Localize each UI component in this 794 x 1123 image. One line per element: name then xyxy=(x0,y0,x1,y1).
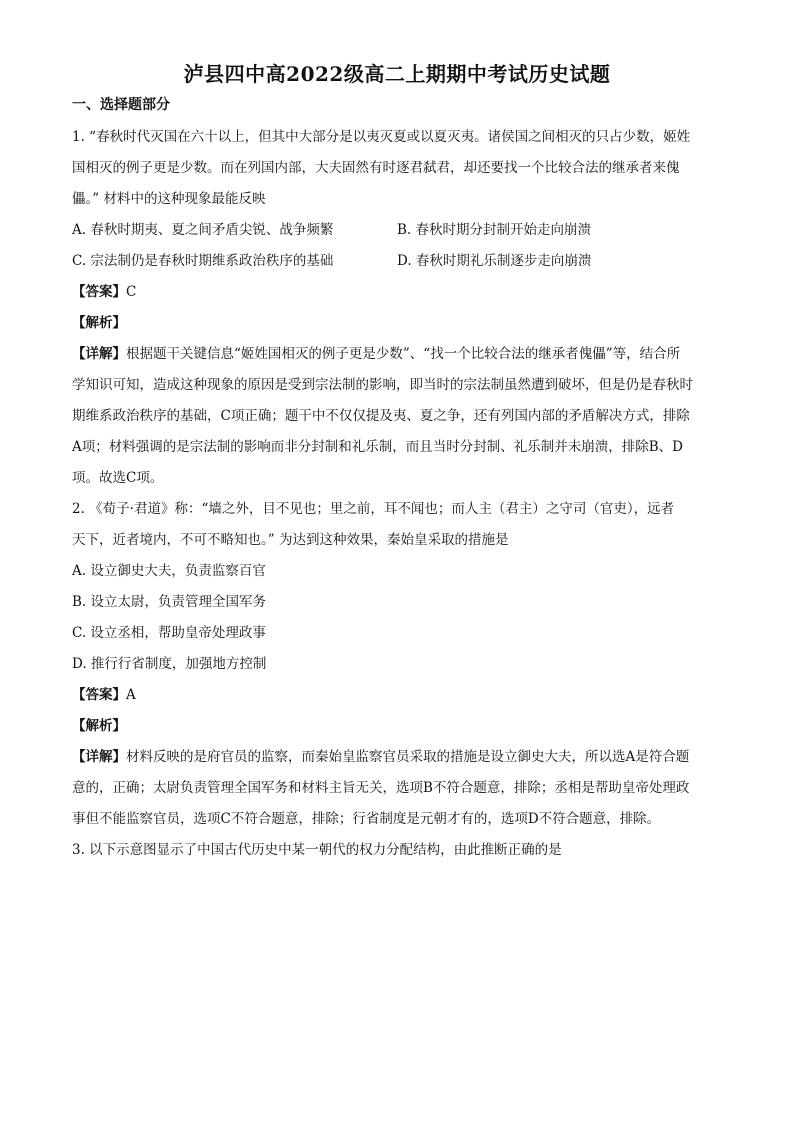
q1-stem-line-1: 1. “春秋时代灭国在六十以上，但其中大部分是以夷灭夏或以夏灭夷。诸侯国之间相灭的只占少数，姬姓 xyxy=(72,129,691,145)
q1-option-b: B. 春秋时期分封制开始走向崩溃 xyxy=(397,222,592,238)
q1-detail-line-4: A项；材料强调的是宗法制的影响而非分封制和礼乐制，而且当时分封制、礼乐制并未崩溃，排除B、D xyxy=(72,439,683,455)
q2-option-d: D. 推行行省制度，加强地方控制 xyxy=(72,656,267,672)
q2-option-a: A. 设立御史大夫，负责监察百官 xyxy=(72,563,266,579)
q1-option-a: A. 春秋时期夷、夏之间矛盾尖锐、战争频繁 xyxy=(72,222,334,238)
section-heading: 一、选择题部分 xyxy=(72,97,170,113)
q1-detail-tag: 【详解】 xyxy=(72,346,126,362)
q1-stem-line-2: 国相灭的例子更是少数。而在列国内部，大夫固然有时逐君弑君，却还要找一个比较合法的继承者来傀 xyxy=(72,160,680,176)
q1-detail-line-3: 期维系政治秩序的基础，C项正确；题干中不仅仅提及夷、夏之争，还有列国内部的矛盾解决方式，排除 xyxy=(72,408,690,424)
q2-answer-value: A xyxy=(126,687,136,703)
q1-option-d: D. 春秋时期礼乐制逐步走向崩溃 xyxy=(397,253,592,269)
q2-detail-line-2: 意的，正确；太尉负责管理全国军务和材料主旨无关，选项B不符合题意，排除；丞相是帮助皇帝处理政 xyxy=(72,780,690,796)
q2-option-c: C. 设立丞相，帮助皇帝处理政事 xyxy=(72,625,266,641)
q1-option-c: C. 宗法制仍是春秋时期维系政治秩序的基础 xyxy=(72,253,334,269)
q1-detail-line-1 xyxy=(72,339,722,370)
q2-answer-tag: 【答案】 xyxy=(72,687,126,703)
q2-detail-line-3: 事但不能监察官员，选项C不符合题意，排除；行省制度是元朝才有的，选项D不符合题意，排除。 xyxy=(72,811,661,827)
question-3 xyxy=(72,835,722,866)
q2-answer xyxy=(72,680,722,711)
q1-detail-text-1: 根据题干关键信息“姬姓国相灭的例子更是少数”、“找一个比较合法的继承者傀儡”等，结合所 xyxy=(126,346,681,362)
q2-option-b: B. 设立太尉，负责管理全国军务 xyxy=(72,594,267,610)
q2-analysis-tag: 【解析】 xyxy=(72,718,126,734)
q1-options-row-1 xyxy=(72,215,722,246)
page-title: 泸县四中高2022级高二上期期中考试历史试题 xyxy=(183,62,611,86)
q1-answer-value: C xyxy=(126,284,137,300)
q2-detail-line-1 xyxy=(72,742,722,773)
q2-stem-line-1: 2. 《荀子·君道》称：“墙之外，目不见也；里之前，耳不闻也；而人主（君主）之守司（官吏），远者 xyxy=(72,501,675,517)
q1-analysis-tag: 【解析】 xyxy=(72,315,126,331)
q2-stem-line-2: 天下，近者境内，不可不略知也。” 为达到这种效果，秦始皇采取的措施是 xyxy=(72,532,509,548)
q1-answer xyxy=(72,277,722,308)
q1-stem-line-3: 儡。” 材料中的这种现象最能反映 xyxy=(72,191,266,207)
q1-detail-line-2: 学知识可知，造成这种现象的原因是受到宗法制的影响，即当时的宗法制虽然遭到破坏，但是仍是春秋时 xyxy=(72,377,693,393)
q1-detail-line-5: 项。故选C项。 xyxy=(72,470,164,486)
q3-stem-line-1: 3. 以下示意图显示了中国古代历史中某一朝代的权力分配结构，由此推断正确的是 xyxy=(72,842,562,858)
exam-page xyxy=(72,60,722,866)
q1-options-row-2 xyxy=(72,246,722,277)
q2-detail-text-1: 材料反映的是府官员的监察，而秦始皇监察官员采取的措施是设立御史大夫，所以选A是符合题 xyxy=(126,749,690,765)
q1-answer-tag: 【答案】 xyxy=(72,284,126,300)
q2-detail-tag: 【详解】 xyxy=(72,749,126,765)
question-2 xyxy=(72,494,722,835)
question-1 xyxy=(72,122,722,494)
